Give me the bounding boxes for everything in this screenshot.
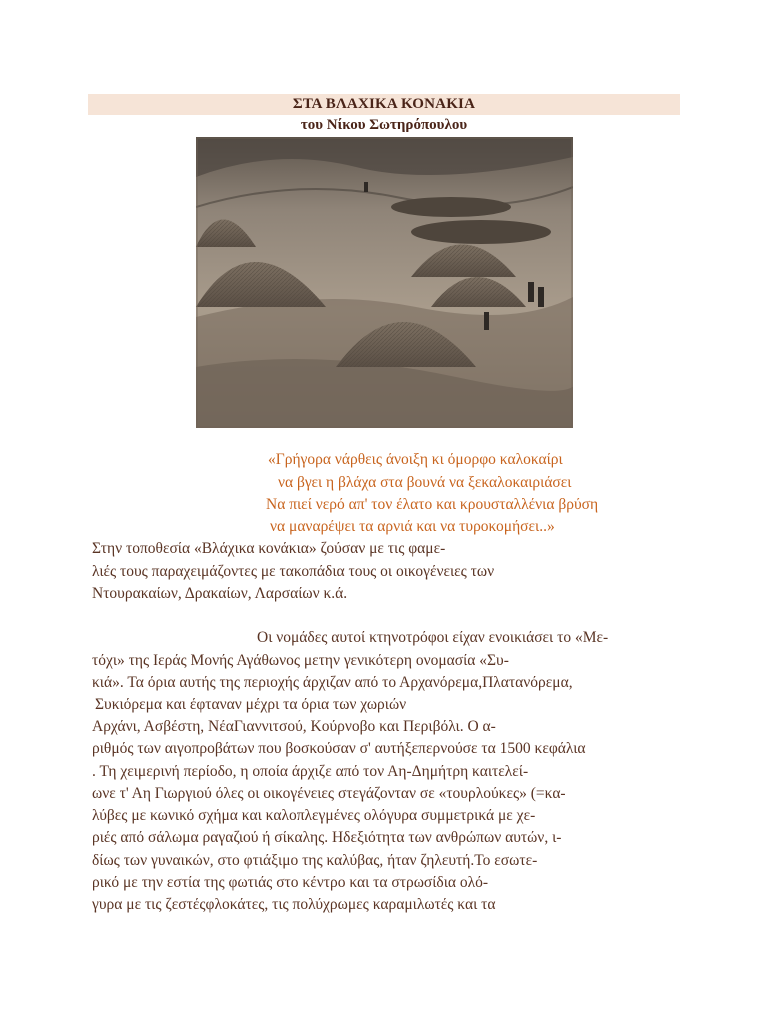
text-line: δίως των γυναικών, στο φτιάξιμο της καλύβας, ήταν ζηλευτή.Το εσωτε-	[92, 852, 538, 869]
document-title: ΣΤΑ ΒΛΑΧΙΚΑ ΚΟΝΑΚΙΑ	[292, 96, 476, 112]
text-line: λύβες με κωνικό σχήμα και καλοπλεγμένες ολόγυρα συμμετρικά με χε-	[92, 807, 536, 824]
text-line: ρικό με την εστία της φωτιάς στο κέντρο και τα στρωσίδια ολό-	[92, 874, 489, 891]
text-line: Συκιόρεμα και έφταναν μέχρι τα όρια των χωριών	[95, 696, 407, 713]
text-line: λιές τους παραχειμάζοντες με τακοπάδια τους οι οικογένειες των	[92, 563, 495, 580]
poem-line: να βγει η βλάχα στα βουνά να ξεκαλοκαιριάσει	[278, 474, 572, 491]
photo-thatched-huts	[196, 137, 573, 428]
text-line: ωνε τ' Αη Γιωργιού όλες οι οικογένειες στεγάζονταν σε «τουρλούκες» (=κα-	[92, 785, 566, 802]
text-line: ριές από σάλωμα ραγαζιού ή σίκαλης. Ηδεξιότητα των ανθρώπων αυτών, ι-	[92, 829, 562, 846]
poem-line: «Γρήγορα νάρθεις άνοιξη κι όμορφο καλοκαίρι	[268, 451, 563, 468]
text-line: Ντουρακαίων, Δρακαίων, Λαρσαίων κ.ά.	[92, 585, 348, 602]
text-line: ριθμός των αιγοπροβάτων που βοσκούσαν σ' αυτήξεπερνούσε τα 1500 κεφάλια	[92, 740, 586, 757]
text-line: τόχι» της Ιεράς Μονής Αγάθωνος μετην γενικότερη ονομασία «Συ-	[92, 652, 509, 669]
text-line: γυρα με τις ζεστέςφλοκάτες, τις πολύχρωμες καραμιλωτές και τα	[92, 896, 496, 913]
text-line: Στην τοποθεσία «Βλάχικα κονάκια» ζούσαν με τις φαμε-	[92, 540, 446, 557]
text-line: Οι νομάδες αυτοί κτηνοτρόφοι είχαν ενοικιάσει το «Με-	[257, 629, 609, 646]
document-author: του Νίκου Σωτηρόπουλου	[300, 117, 468, 133]
text-line: Αρχάνι, Ασβέστη, ΝέαΓιαννιτσού, Κούρνοβο και Περιβόλι. Ο α-	[92, 718, 496, 735]
poem-line: Να πιεί νερό απ' τον έλατο και κρουσταλλένια βρύση	[266, 496, 599, 513]
text-line: κιά». Τα όρια αυτής της περιοχής άρχιζαν από το Αρχανόρεμα,Πλατανόρεμα,	[92, 674, 573, 691]
text-line: . Τη χειμερινή περίοδο, η οποία άρχιζε από τον Αη-Δημήτρη καιτελεί-	[92, 763, 529, 780]
poem-line: να μαναρέψει τα αρνιά και να τυροκομήσει..»	[270, 518, 555, 535]
